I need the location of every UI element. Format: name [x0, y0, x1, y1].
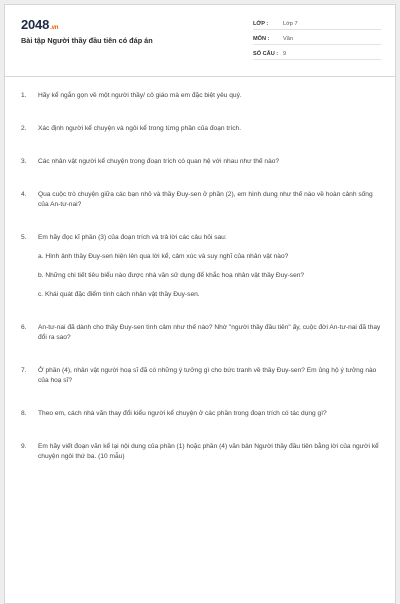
- document-page: [4, 4, 396, 604]
- question-number: 1.: [21, 92, 27, 99]
- question-text: Các nhân vật người kể chuyện trong đoạn trích có quan hệ với nhau như thế nào?: [38, 158, 280, 165]
- meta-row-count: [253, 47, 381, 60]
- question-list: [21, 91, 381, 462]
- sub-question: a. Hình ảnh thầy Đuy-sen hiện lên qua lời kể, cảm xúc và suy nghĩ của nhân vật nào?: [38, 253, 289, 260]
- question-item: [21, 442, 381, 462]
- question-text: Em hãy đọc kĩ phần (3) của đoạn trích và trả lời các câu hỏi sau:: [38, 234, 227, 241]
- question-item: [21, 323, 381, 343]
- logo-main: 2048: [21, 17, 50, 32]
- meta-label: MÔN :: [253, 36, 270, 42]
- question-item: [21, 124, 381, 134]
- document-meta: [253, 17, 381, 62]
- question-number: 6.: [21, 324, 27, 331]
- question-text: Theo em, cách nhà văn thay đổi kiểu người kể chuyện ở các phần trong đoạn trích có tác dụng gì?: [38, 410, 327, 417]
- question-number: 8.: [21, 410, 27, 417]
- meta-label: SỐ CÂU :: [253, 51, 279, 57]
- question-text: Em hãy viết đoạn văn kể lại nội dung của phần (1) hoặc phần (4) văn bản Người thầy đầu tiên bằng lời của người kể chuyện ngôi thứ ba. (10 mẫu): [38, 443, 379, 460]
- question-number: 9.: [21, 443, 27, 450]
- meta-label: LỚP :: [253, 21, 269, 27]
- meta-value: Văn: [283, 36, 293, 42]
- question-number: 3.: [21, 158, 27, 165]
- question-number: 5.: [21, 234, 27, 241]
- question-text: Hãy kể ngắn gọn về một người thầy/ cô giáo mà em đặc biệt yêu quý.: [38, 92, 242, 99]
- logo-suffix: .vn: [50, 25, 59, 31]
- meta-row-subject: [253, 32, 381, 45]
- site-logo[interactable]: [21, 17, 58, 32]
- document-header: [5, 5, 395, 77]
- meta-row-class: [253, 17, 381, 30]
- question-number: 4.: [21, 191, 27, 198]
- question-number: 2.: [21, 125, 27, 132]
- question-item: [21, 157, 381, 167]
- question-item: [21, 233, 381, 243]
- question-text: Xác định người kể chuyện và ngôi kể trong từng phần của đoạn trích.: [38, 125, 242, 132]
- question-item: [21, 91, 381, 101]
- question-text: An-tư-nai đã dành cho thầy Đuy-sen tình cảm như thế nào? Nhờ "người thầy đầu tiên" ấy, cuộc đời An-tư-nai đã thay đổi ra sao?: [38, 324, 381, 341]
- question-item: [21, 366, 381, 386]
- question-text: Ở phần (4), nhân vật người hoạ sĩ đã có những ý tưởng gì cho bức tranh về thầy Đuy-sen? Em ủng hộ ý tưởng nào của hoạ sĩ?: [38, 367, 377, 384]
- question-text: Qua cuộc trò chuyện giữa các bạn nhỏ và thầy Đuy-sen ở phần (2), em hình dung như thế nào về hoàn cảnh sống của An-tư-nai?: [38, 191, 373, 208]
- question-item: [21, 190, 381, 210]
- meta-value: 9: [283, 51, 287, 57]
- sub-question: c. Khái quát đặc điểm tính cách nhân vật thầy Đuy-sen.: [38, 291, 200, 298]
- question-item: [21, 409, 381, 419]
- sub-question: b. Những chi tiết tiêu biểu nào được nhà văn sử dụng để khắc hoạ nhân vật thầy Đuy-sen?: [38, 272, 305, 279]
- meta-value: Lớp 7: [283, 21, 298, 27]
- document-title: Bài tập Người thầy đầu tiên có đáp án: [21, 36, 153, 45]
- question-number: 7.: [21, 367, 27, 374]
